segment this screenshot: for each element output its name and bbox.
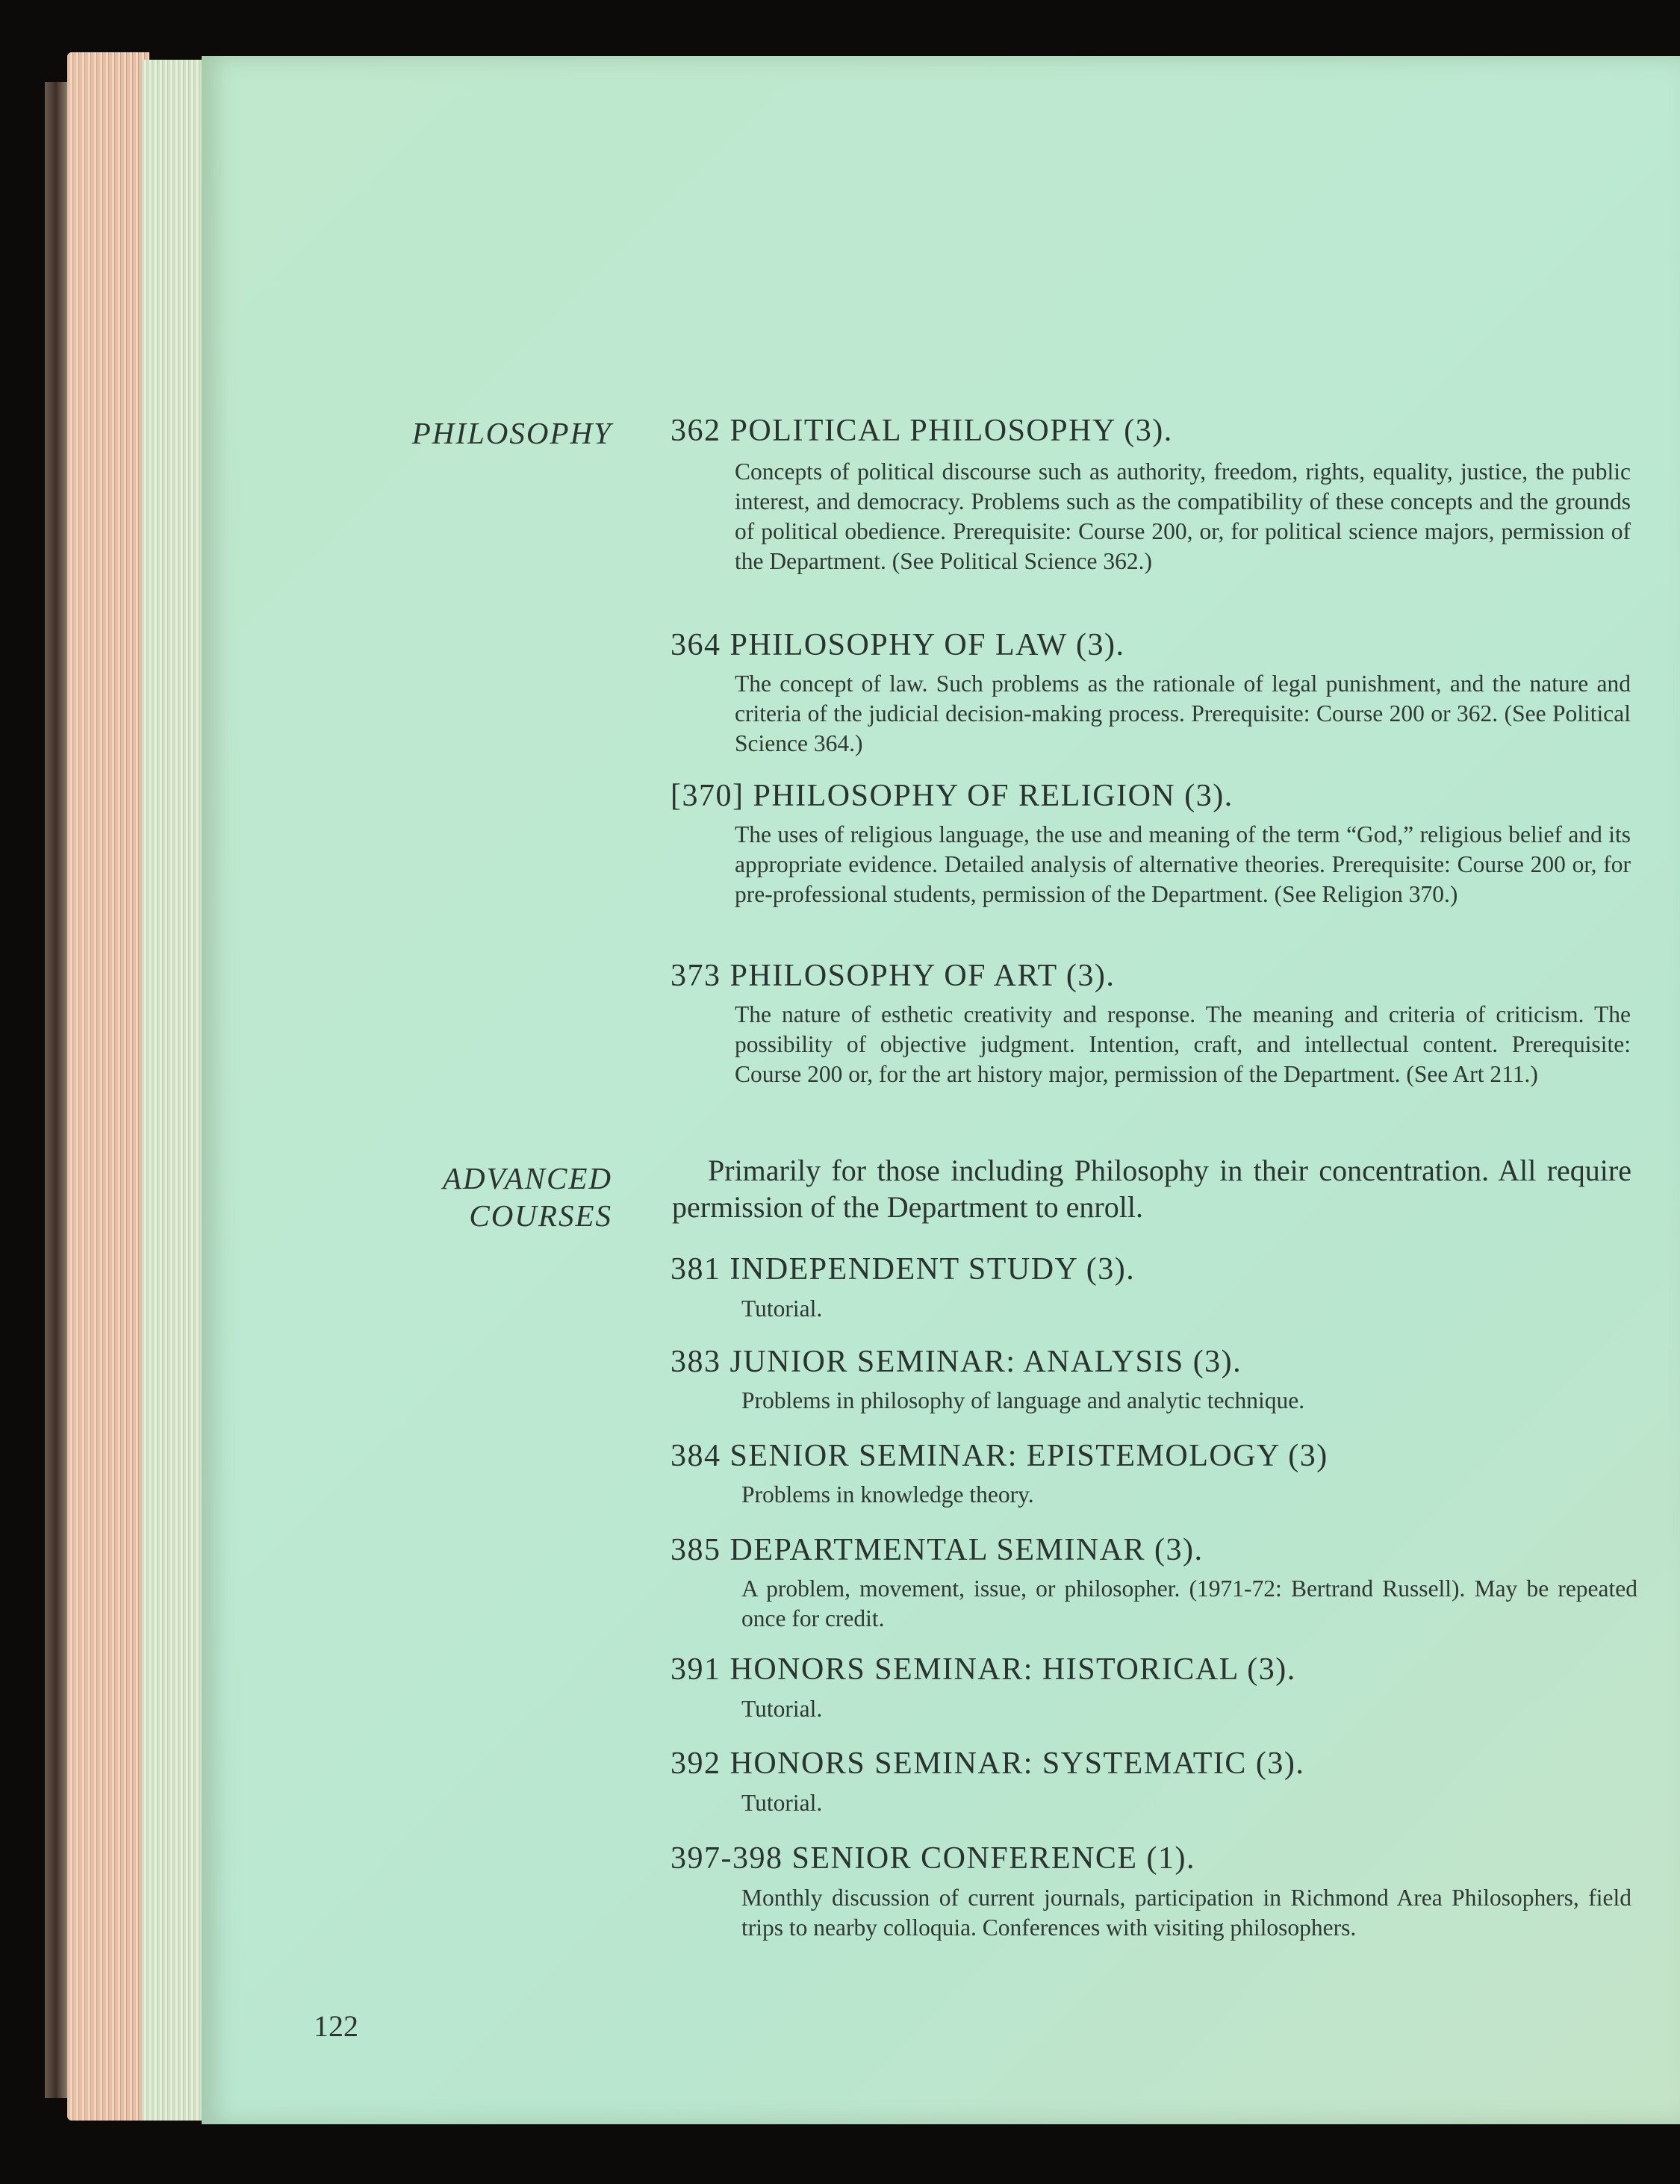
course-title: 373 PHILOSOPHY OF ART (3).: [671, 959, 1116, 993]
course-description: The uses of religious language, the use and meaning of the term “God,” religious belief and its appropriate evidence. Detailed analysis of alternative theories. Prerequisite: Course 200 or, for pre-professional students, permission of the Department. (See Religion 370.): [735, 821, 1631, 907]
book-spine-edge: [45, 82, 67, 2098]
course-description: The concept of law. Such problems as the rationale of legal punishment, and the nature and criteria of the judicial decision-making process. Prerequisite: Course 200 or 362. (See Political Science 364.): [735, 671, 1631, 756]
course-title: 384 SENIOR SEMINAR: EPISTEMOLOGY (3): [671, 1439, 1328, 1473]
course-description: Tutorial.: [741, 1790, 823, 1816]
page-number: 122: [314, 2009, 358, 2043]
course-description: Monthly discussion of current journals, participation in Richmond Area Philosophers, field trips to nearby colloquia. Conferences with visiting philosophers.: [741, 1885, 1631, 1941]
course-description: Tutorial.: [741, 1295, 823, 1322]
page-stack-edge: [67, 52, 149, 2121]
course-title: 362 POLITICAL PHILOSOPHY (3).: [671, 414, 1173, 448]
section-label-advanced-courses: [351, 1160, 612, 1234]
course-description: A problem, movement, issue, or philosopher. (1971-72: Bertrand Russell). May be repeated once for credit.: [741, 1575, 1637, 1631]
section-label-philosophy: PHILOSOPHY: [411, 416, 612, 450]
section-label-line-2: COURSES: [469, 1198, 612, 1233]
course-title: 381 INDEPENDENT STUDY (3).: [671, 1252, 1136, 1287]
course-description: Problems in philosophy of language and analytic technique.: [741, 1387, 1305, 1413]
course-description: Concepts of political discourse such as authority, freedom, rights, equality, justice, the public interest, and democracy. Problems such as the compatibility of these concepts and the grounds of political obedience. Prerequisite: Course 200, or, for political science majors, permission of the Department. (See Political Science 362.): [735, 458, 1631, 574]
page-stack-inner-edge: [142, 60, 209, 2121]
advanced-courses-intro: Primarily for those including Philosophy in their concentration. All require permission of the Department to enroll.: [672, 1154, 1631, 1224]
course-title: 392 HONORS SEMINAR: SYSTEMATIC (3).: [671, 1746, 1305, 1781]
course-title: 397-398 SENIOR CONFERENCE (1).: [671, 1841, 1195, 1876]
course-title: 364 PHILOSOPHY OF LAW (3).: [671, 628, 1125, 662]
section-label-line-1: ADVANCED: [442, 1161, 612, 1195]
course-description: Problems in knowledge theory.: [741, 1481, 1034, 1508]
course-title: [370] PHILOSOPHY OF RELIGION (3).: [671, 779, 1233, 813]
course-description: The nature of esthetic creativity and response. The meaning and criteria of criticism. The possibility of objective judgment. Intention, craft, and intellectual content. Prerequisite: Course 200 or, for the art history major, permission of the Department. (See Art 211.): [735, 1001, 1631, 1087]
course-title: 383 JUNIOR SEMINAR: ANALYSIS (3).: [671, 1345, 1242, 1379]
course-title: 385 DEPARTMENTAL SEMINAR (3).: [671, 1533, 1204, 1567]
course-description: Tutorial.: [741, 1696, 823, 1722]
course-title: 391 HONORS SEMINAR: HISTORICAL (3).: [671, 1652, 1296, 1687]
